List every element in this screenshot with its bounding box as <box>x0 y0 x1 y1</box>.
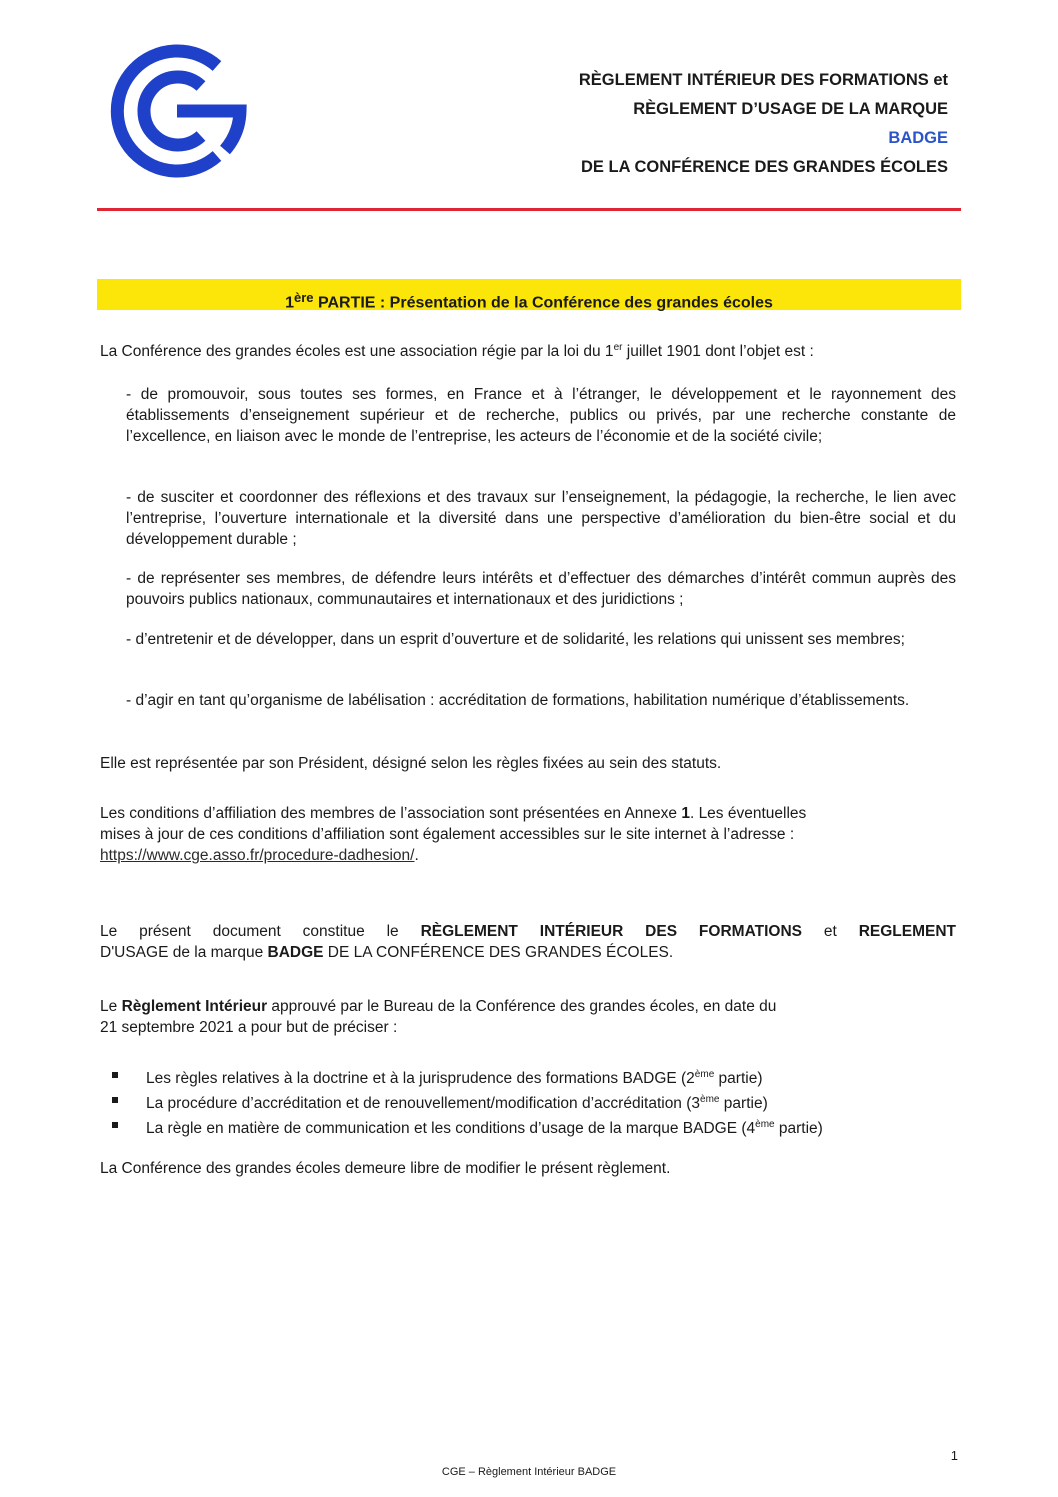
document-header <box>579 66 948 182</box>
list-item: La règle en matière de communication et les conditions d’usage de la marque BADGE (4ème partie) <box>112 1114 942 1139</box>
list-item: La procédure d’accréditation et de renouvellement/modification d’accréditation (3ème partie) <box>112 1089 942 1114</box>
representation-paragraph: Elle est représentée par son Président, désigné selon les règles fixées au sein des statuts. <box>100 755 722 772</box>
header-badge: BADGE <box>888 129 948 147</box>
document-paragraph: Le présent document constitue le RÈGLEMENT INTÉRIEUR DES FORMATIONS et REGLEMENT D'USAGE de la marque BADGE DE LA CONFÉRENCE DES GRANDES ÉCOLES. <box>100 923 956 961</box>
objective-item-4: - d’entretenir et de développer, dans un esprit d’ouverture et de solidarité, les relations qui unissent ses membres; <box>126 631 905 648</box>
section-number-suffix: ère <box>293 290 314 305</box>
objective-item-2: - de susciter et coordonner des réflexions et des travaux sur l’enseignement, la pédagogie, la recherche, le lien avec l’entreprise, l’ouverture internationale et la diversité dans une perspective d’amélioration du bien-être social et du développement durable ; <box>126 489 956 548</box>
bullet-square-icon <box>112 1072 118 1078</box>
objective-item-1: - de promouvoir, sous toutes ses formes, en France et à l’étranger, le développement et le rayonnement des établissements d’enseignement supérieur et de recherche, publics ou privés, par une recherche constante de l’excellence, en liaison avec le monde de l’entreprise, les acteurs de l’économie et de la société civile; <box>126 386 956 445</box>
objective-item-5: - d’agir en tant qu’organisme de labélisation : accréditation de formations, habilitation numérique d’établissements. <box>126 692 910 709</box>
affiliation-link[interactable]: https://www.cge.asso.fr/procedure-dadhesion/ <box>100 847 415 864</box>
section-banner <box>97 279 961 310</box>
list-item: Les règles relatives à la doctrine et à la jurisprudence des formations BADGE (2ème partie) <box>112 1064 942 1089</box>
bullet-square-icon <box>112 1097 118 1103</box>
bullet-square-icon <box>112 1122 118 1128</box>
purpose-list <box>112 1064 942 1139</box>
final-paragraph: La Conférence des grandes écoles demeure libre de modifier le présent règlement. <box>100 1160 671 1177</box>
header-line-2: RÈGLEMENT D’USAGE DE LA MARQUE <box>633 100 948 118</box>
page-footer: CGE – Règlement Intérieur BADGE <box>441 1466 617 1478</box>
section-title: PARTIE : Présentation de la Conférence des grandes écoles <box>317 294 773 312</box>
header-line-4: DE LA CONFÉRENCE DES GRANDES ÉCOLES <box>580 158 948 176</box>
affiliation-paragraph: Les conditions d’affiliation des membres de l’association sont présentées en Annexe 1. Les éventuelles mises à jour de ces conditions d’affiliation sont également accessibles sur le site internet à l’adresse : https://www.cge.asso.fr/procedure-dadhesion/. <box>100 805 807 864</box>
reglement-paragraph: Le Règlement Intérieur approuvé par le Bureau de la Conférence des grandes écoles, en date du 21 septembre 2021 a pour but de préciser : <box>100 998 777 1036</box>
objective-item-3: - de représenter ses membres, de défendre leurs intérêts et d’effectuer des démarches d’intérêt commun auprès des pouvoirs publics nationaux, communautaires et internationaux et des juridictions ; <box>126 570 956 608</box>
header-line-1: RÈGLEMENT INTÉRIEUR DES FORMATIONS et <box>578 71 948 89</box>
intro-paragraph: La Conférence des grandes écoles est une association régie par la loi du 1er juillet 1901 dont l’objet est : <box>100 342 814 361</box>
section-number: 1 <box>285 294 294 312</box>
header-divider <box>97 208 961 211</box>
page-number: 1 <box>950 1448 958 1463</box>
cge-logo-icon <box>105 38 250 183</box>
